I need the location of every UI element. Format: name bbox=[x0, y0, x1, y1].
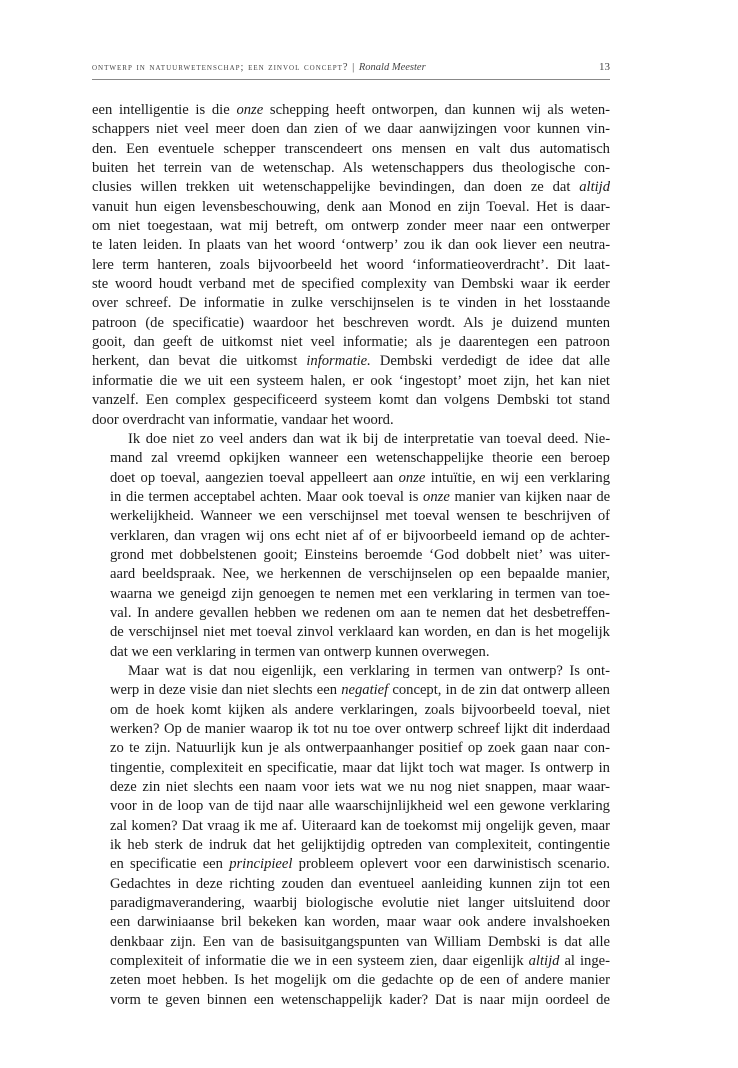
text-line: grond met dobbelstenen gooit; Einsteins beroemde ‘God dobbelt niet’ was uiter- bbox=[110, 546, 610, 563]
text-line: zo te zijn. Natuurlijk kun je als ontwerpaanhanger positief op zoek gaan naar con- bbox=[110, 740, 610, 757]
text-line: vanzelf. Een complex gespecificeerd systeem komt dan volgens Dembski tot stand bbox=[92, 392, 610, 409]
text-line: patroon (de specificatie) waardoor het beschreven wordt. Als je duizend munten bbox=[92, 314, 610, 331]
text-line: buiten het terrein van de wetenschap. Als wetenschappers dus theologische con- bbox=[92, 160, 610, 177]
text-line: deze zin niet slechts een naam voor iets wat we nu nog niet snappen, maar waar- bbox=[110, 779, 610, 796]
text-line: door overdracht van informatie, vandaar het woord. bbox=[92, 411, 394, 428]
text-line: gooit, dan geeft de uitkomst niet veel informatie; als je daarentegen een patroon bbox=[92, 334, 610, 351]
paragraph bbox=[92, 101, 610, 430]
text-line: in die termen acceptabel achten. Maar ook toeval is onze manier van kijken naar de bbox=[110, 488, 610, 505]
text-line: verklaren, dan vragen wij ons echt niet af of er bijvoorbeeld iemand op de achter- bbox=[110, 527, 610, 544]
text-line: doet op toeval, aangezien toeval appelleert aan onze intuïtie, en wij een verklaring bbox=[110, 469, 610, 486]
page-number: 13 bbox=[599, 61, 610, 73]
text-line: te laten leiden. In plaats van het woord ‘ontwerp’ zou ik dan ook liever een neutra- bbox=[92, 237, 610, 254]
text-line: mand zal vreemd opkijken wanneer een wetenschappelijke theorie een beroep bbox=[110, 450, 610, 467]
text-line: paradigmaverandering, waarbij biologische evolutie niet langer uitsluitend door bbox=[110, 895, 610, 912]
text-line: denkbaar zijn. Een van de basisuitgangspunten van William Dembski is dat alle bbox=[110, 933, 610, 950]
body-text bbox=[92, 101, 610, 1010]
text-line: vanuit hun eigen levensbeschouwing, denk aan Monod en zijn Toeval. Het is daar- bbox=[92, 198, 610, 215]
text-line: een intelligentie is die onze schepping heeft ontworpen, dan kunnen wij als weten- bbox=[92, 102, 610, 118]
text-line: over schreef. De informatie in zulke verschijnselen is te vinden in het losstaande bbox=[92, 295, 610, 312]
text-line: informatie die we uit een systeem halen, er ook ‘ingestopt’ moet zijn, het kan niet bbox=[92, 372, 610, 389]
running-header bbox=[92, 61, 610, 73]
paragraph bbox=[92, 430, 610, 662]
text-line: om de hoek komt kijken als andere verklaringen, zoals bijvoorbeeld toeval, niet bbox=[110, 701, 610, 718]
text-line: de verschijnsel niet met toeval zinvol verklaard kan worden, en dan is het mogelijk bbox=[110, 624, 610, 641]
text-line: een darwiniaanse bril bekeken kan worden, maar waar ook andere invalshoeken bbox=[110, 914, 610, 931]
text-line: werken? Op de manier waarop ik tot nu toe over ontwerp schreef lijkt dit inderdaad bbox=[110, 721, 610, 737]
text-line: ste woord houdt verband met de specified complexity van Dembski waar ik eerder bbox=[92, 276, 610, 293]
paragraph bbox=[92, 662, 610, 1010]
text-line: Ik doe niet zo veel anders dan wat ik bij de interpretatie van toeval deed. Nie- bbox=[128, 430, 610, 447]
author-name: Ronald Meester bbox=[358, 62, 426, 73]
text-line: val. In andere gevallen hebben we redenen om aan te nemen dat het desbetreffen- bbox=[110, 604, 610, 621]
text-line: clusies willen trekken uit wetenschappelijke bevindingen, dan doen ze dat altijd bbox=[92, 179, 610, 196]
text-line: dat we een verklaring in termen van ontwerp kunnen overwegen. bbox=[110, 643, 490, 660]
text-line: werp in deze visie dan niet slechts een negatief concept, in de zin dat ontwerp alleen bbox=[110, 682, 610, 699]
text-line: werkelijkheid. Wanneer we een verschijnsel met toeval wensen te beschrijven of bbox=[110, 508, 610, 525]
text-line: zal komen? Dat vraag ik me af. Uiteraard kan de toekomst mij ongelijk geven, maar bbox=[110, 817, 610, 834]
text-line: tingentie, complexiteit en specificatie, maar dat lijkt toch wat mager. Is ontwerp in bbox=[110, 759, 610, 776]
text-line: en specificatie een principieel probleem oplevert voor een darwinistisch scenario. bbox=[110, 856, 610, 873]
text-line: complexiteit of informatie die we in een systeem zien, daar eigenlijk altijd al inge- bbox=[110, 953, 610, 970]
text-line: vorm te geven binnen een wetenschappelijk kader? Dat is naar mijn oordeel de bbox=[110, 991, 610, 1008]
header-rule bbox=[92, 79, 610, 80]
text-line: Maar wat is dat nou eigenlijk, een verklaring in termen van ontwerp? Is ont- bbox=[128, 662, 610, 679]
text-line: schappers niet veel meer doen dan zien of we daar aanwijzingen voor kunnen vin- bbox=[92, 121, 610, 138]
text-line: Gedachtes in deze richting zouden dan eventueel aanleiding kunnen zijn tot een bbox=[110, 875, 610, 892]
text-line: lere term hanteren, zoals bijvoorbeeld het woord ‘informatieoverdracht’. Dit laat- bbox=[92, 256, 610, 273]
text-line: herkent, dan bevat die uitkomst informatie. Dembski verdedigt de idee dat alle bbox=[92, 353, 610, 370]
text-line: den. Een eventuele schepper transcendeert ons mensen en valt dus automatisch bbox=[92, 140, 610, 157]
text-line: zeten moet hebben. Is het mogelijk om die gedachte op de een of andere manier bbox=[110, 972, 610, 989]
text-line: ik heb sterk de indruk dat het gelijktijdig optreden van complexiteit, contingentie bbox=[110, 837, 610, 854]
text-line: voor in de loop van de tijd naar alle waarschijnlijkheid wel een gewone verklaring bbox=[110, 798, 610, 815]
running-title: ontwerp in natuurwetenschap; een zinvol concept? | Ronald Meester bbox=[92, 62, 426, 73]
text-line: om niet toegestaan, wat mij betreft, om ontwerp zonder meer naar een ontwerper bbox=[92, 218, 610, 235]
text-line: aard beeldspraak. Nee, we herkennen de verschijnselen op een bepaalde manier, bbox=[110, 566, 610, 583]
text-line: waarna we geneigd zijn genoegen te nemen met een verklaring in termen van toe- bbox=[110, 585, 610, 602]
